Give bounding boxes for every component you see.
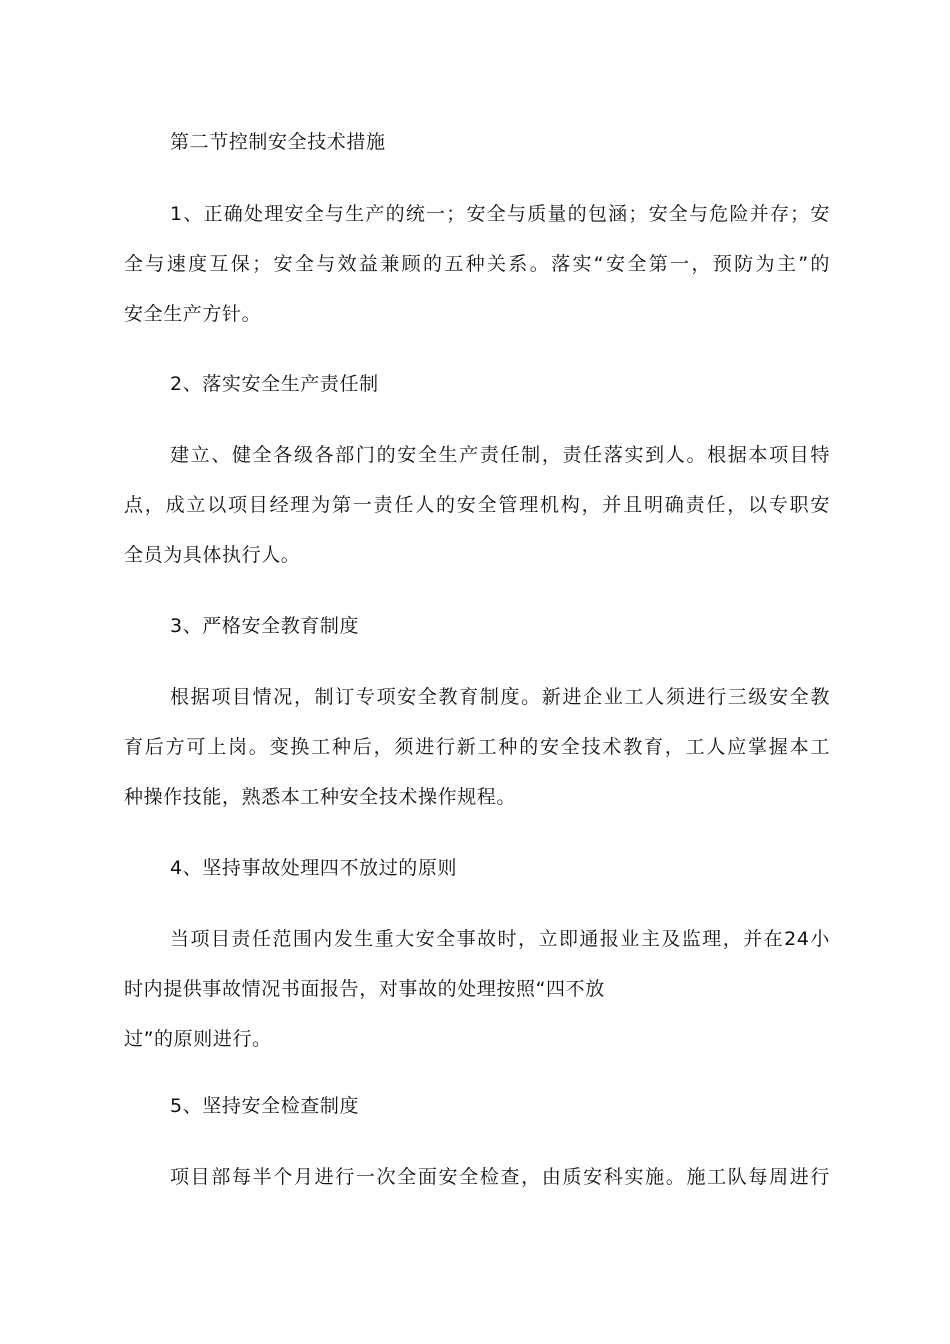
item-heading: 3、严格安全教育制度 xyxy=(170,615,360,637)
paragraph-line: 全员为具体执行人。 xyxy=(124,544,301,566)
paragraph-line: 当项目责任范围内发生重大安全事故时，立即通报业主及监理，并在24小 xyxy=(170,928,830,950)
paragraph-line: 1、正确处理安全与生产的统一；安全与质量的包涵；安全与危险并存；安 xyxy=(170,203,830,225)
paragraph-line: 根据项目情况，制订专项安全教育制度。新进企业工人须进行三级安全教 xyxy=(170,686,830,708)
paragraph-line: 安全生产方针。 xyxy=(124,303,262,325)
item-heading: 4、坚持事故处理四不放过的原则 xyxy=(170,857,458,879)
paragraph-line: 项目部每半个月进行一次全面安全检查，由质安科实施。施工队每周进行 xyxy=(170,1166,830,1188)
section-title: 第二节控制安全技术措施 xyxy=(170,131,386,153)
paragraph-line: 过”的原则进行。 xyxy=(124,1028,272,1050)
paragraph-line: 建立、健全各级各部门的安全生产责任制，责任落实到人。根据本项目特 xyxy=(170,444,830,466)
paragraph-line: 全与速度互保；安全与效益兼顾的五种关系。落实“安全第一，预防为主”的 xyxy=(124,253,830,275)
paragraph-line: 育后方可上岗。变换工种后，须进行新工种的安全技术教育，工人应掌握本工 xyxy=(124,736,830,758)
item-heading: 5、坚持安全检查制度 xyxy=(170,1095,360,1117)
item-heading: 2、落实安全生产责任制 xyxy=(170,373,379,395)
paragraph-line: 点，成立以项目经理为第一责任人的安全管理机构，并且明确责任，以专职安 xyxy=(124,494,830,516)
paragraph-line: 种操作技能，熟悉本工种安全技术操作规程。 xyxy=(124,786,517,808)
paragraph-line: 时内提供事故情况书面报告，对事故的处理按照“四不放 xyxy=(124,978,605,1000)
